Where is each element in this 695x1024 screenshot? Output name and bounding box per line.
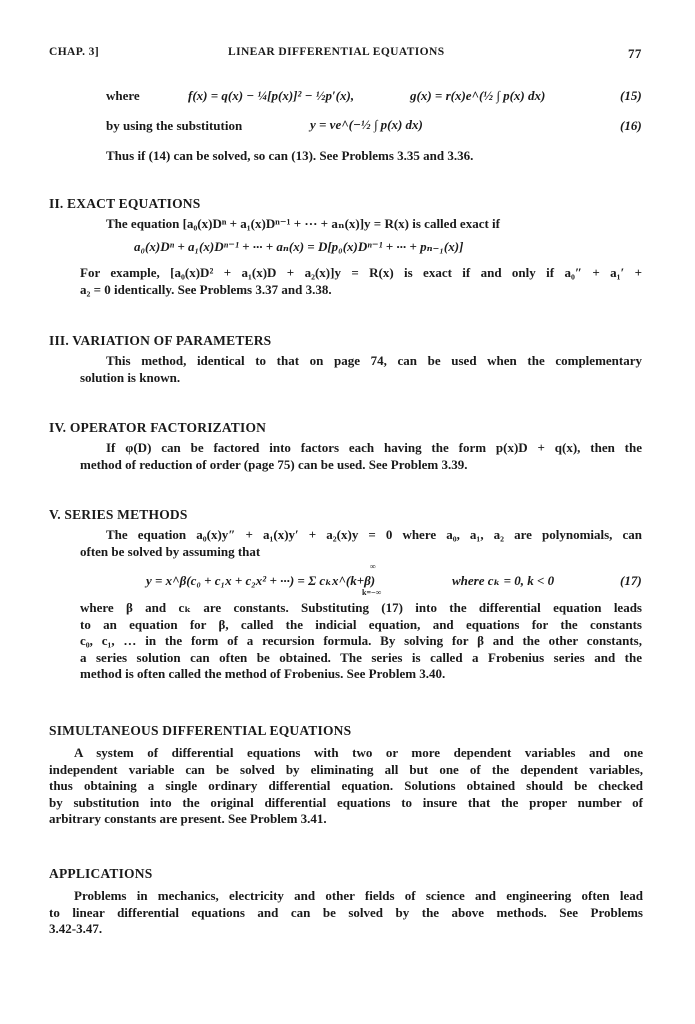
series-line-3: where β and cₖ are constants. Substituting (17) into the differential equation leads xyxy=(80,600,642,615)
equation-15-f: f(x) = q(x) − ¼[p(x)]² − ½p′(x), xyxy=(188,88,355,103)
thus-line: Thus if (14) can be solved, so can (13). See Problems 3.35 and 3.36. xyxy=(106,148,474,163)
applications-line-1: Problems in mechanics, electricity and other fields of science and engineering often lead xyxy=(74,888,643,903)
simultaneous-paragraph xyxy=(49,745,643,828)
equation-16: y = ve^(−½ ∫ p(x) dx) xyxy=(310,117,423,132)
simultaneous-line-1: A system of differential equations with two or more dependent variables and one xyxy=(74,745,643,760)
exact-line-3: a₂ = 0 identically. See Problems 3.37 and 3.38. xyxy=(80,281,332,297)
operator-line-2: method of reduction of order (page 75) can be used. See Problem 3.39. xyxy=(80,456,468,472)
operator-line-1: If φ(D) can be factored into factors each having the form p(x)D + q(x), then the xyxy=(106,440,642,455)
heading-simultaneous-equations: SIMULTANEOUS DIFFERENTIAL EQUATIONS xyxy=(49,723,352,738)
simultaneous-line-5: arbitrary constants are present. See Problem 3.41. xyxy=(49,811,327,826)
equation-number-16: (16) xyxy=(620,118,642,133)
equation-15-g: g(x) = r(x)e^(½ ∫ p(x) dx) xyxy=(410,88,546,103)
exact-line-1: The equation [a₀(x)Dⁿ + a₁(x)Dⁿ⁻¹ + ··· + aₙ(x)]y = R(x) is called exact if xyxy=(106,216,500,231)
exact-paragraph xyxy=(106,216,621,233)
applications-line-3: 3.42-3.47. xyxy=(49,921,103,936)
series-line-7: method is often called the method of Frobenius. See Problem 3.40. xyxy=(80,666,446,681)
series-equation: y = x^β(c₀ + c₁x + c₂x² + ···) = Σ cₖx^(k+β) xyxy=(146,573,376,588)
exact-paragraph-2 xyxy=(80,265,642,298)
page-number: 77 xyxy=(628,46,642,61)
heading-applications: APPLICATIONS xyxy=(49,866,153,881)
simultaneous-line-4: by substitution into the original differential equations to insure that the proper number of xyxy=(49,794,643,810)
sum-upper-limit: ∞ xyxy=(370,562,376,571)
variation-paragraph xyxy=(80,353,642,386)
series-equation-condition: where cₖ = 0, k < 0 xyxy=(452,573,555,588)
where-label: where xyxy=(106,88,140,103)
applications-paragraph xyxy=(49,888,643,938)
sum-lower-limit: k=−∞ xyxy=(362,588,382,597)
series-paragraph-1 xyxy=(80,527,642,560)
series-paragraph-2 xyxy=(80,600,642,683)
simultaneous-line-3: thus obtaining a single ordinary differential equation. Solutions obtained should be checked xyxy=(49,778,643,793)
variation-line-1: This method, identical to that on page 74, can be used when the complementary xyxy=(106,353,642,368)
variation-line-2: solution is known. xyxy=(80,369,181,385)
chapter-label: CHAP. 3] xyxy=(49,46,100,58)
heading-variation-of-parameters: III. VARIATION OF PARAMETERS xyxy=(49,333,272,348)
exact-line-2: For example, [a₀(x)D² + a₁(x)D + a₂(x)]y = R(x) is exact if and only if a₀″ + a₁′ + xyxy=(80,265,642,280)
series-line-6: a series solution can often be obtained. The series is called a Frobenius series and the xyxy=(80,649,642,665)
heading-operator-factorization: IV. OPERATOR FACTORIZATION xyxy=(49,420,267,435)
substitution-label: by using the substitution xyxy=(106,118,243,133)
equation-number-15: (15) xyxy=(620,88,642,103)
heading-exact-equations: II. EXACT EQUATIONS xyxy=(49,196,201,211)
applications-line-2: to linear differential equations and can be solved by the above methods. See Problems xyxy=(49,904,643,920)
series-line-4: to an equation for β, called the indicial equation, and equations for the constants xyxy=(80,616,642,632)
simultaneous-line-2: independent variable can be solved by eliminating all but one of the dependent variables, xyxy=(49,761,643,777)
series-line-5: c₀, c₁, … in the form of a recursion formula. By solving for β and the other constants, xyxy=(80,633,642,648)
operator-paragraph xyxy=(80,440,642,473)
equation-number-17: (17) xyxy=(620,573,642,588)
exact-equation: a₀(x)Dⁿ + a₁(x)Dⁿ⁻¹ + ··· + aₙ(x) = D[p₀(x)Dⁿ⁻¹ + ··· + pₙ₋₁(x)] xyxy=(134,239,464,254)
heading-series-methods: V. SERIES METHODS xyxy=(49,507,188,522)
series-line-1: The equation a₀(x)y″ + a₁(x)y′ + a₂(x)y = 0 where a₀, a₁, a₂ are polynomials, can xyxy=(106,527,642,542)
series-line-2: often be solved by assuming that xyxy=(80,543,261,559)
running-title: LINEAR DIFFERENTIAL EQUATIONS xyxy=(228,46,445,58)
